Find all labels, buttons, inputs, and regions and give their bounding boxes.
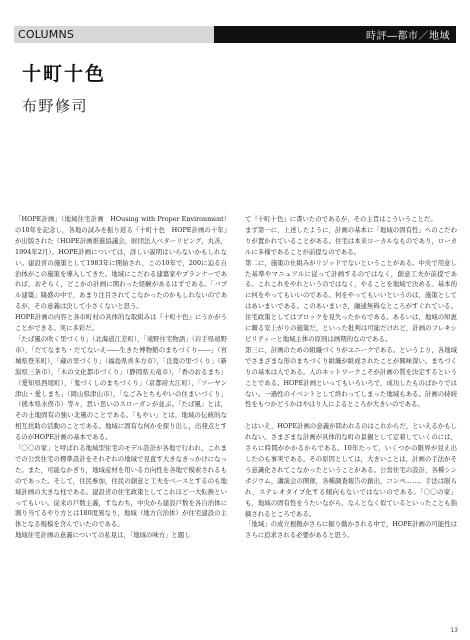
body-paragraph: 「HOPE計画」（地域住宅計画 HOusing with Proper Environment）の10年を記念し，各地の試みを振り返る『十町十色 HOPE計画の十年』が出版された（HOPE計画推進協議会，財団法人ベターリビング，丸善，1994年2月）。HOPE計画については，詳しい説明はいらないかもしれない。建設省の施策として1983年に開始され，この10年で，200に迫る自治体がこの施策を導入してきた。地域にこだわる建築家やプランナーであれば，おそらく，どこかの計画に関わった経験があるはずである。「バブル建築」隆盛の中で，あまり注目されてこなかったのかもしれないのであるが，その意義は決して小さくないと思う。 [15, 215, 227, 311]
body-column-right [245, 214, 457, 541]
page-number: 13 [450, 627, 458, 634]
body-paragraph: 地域住宅計画の意義についての私見は，「地域の味方」と題し [15, 531, 191, 540]
body-paragraph: 「〇〇の家」と呼ばれる地域型住宅のモデル設計が各地で行われ，これまでの公営住宅の標準設計をそれぞれの地域で見直す大きなきっかけになった。また，可能なかぎり，地域産材を用いる方向性を各地で模索されるものであった。そして，住民参加，住民の創意と工夫をベースとするのも地域計画の大きな柱である。建設省の住宅政策としてこれほど一大転換といってもいい。従来の戸数主義，すなわち，中央から建設戸数を各自治体に割り当てるやり方とは180度異なり，地域（地方自治体）が住宅建設の主体となる規模を含んでいたのである。 [15, 444, 227, 529]
article-author: 布野修司 [22, 97, 89, 115]
body-paragraph: 第三に，計画のための組織づくりがユニークである。というより，各地域でさまざまな形のまちづくり組織が組成されたことが興味深い。まちづくりの基本は人である。人のネットワークこそが計画の質を決定するということである。HOPE計画といってもいろいろで，成功したものばかりではない。一過性のイベントとして終わってしまった地域もある。計画の持続性をもつかどうかはやはり人によるところが大きいのである。 [245, 345, 457, 409]
article-title: 十町十色 [22, 63, 107, 85]
section-label: COLUMNS [18, 28, 75, 41]
body-paragraph: 「地域」の成立根拠がさらに掘り動かされる中で，HOPE計画の可能性はさらに追求される必要があると思う。 [245, 520, 457, 540]
body-paragraph: 「たば風の吹く里づくり」（北海道江差町），「遠野住宅物語」（岩手県遠野市），「だてなまち・だてないえ――生きた博物館のまちづくり――」（宮城県登米町），「蔵の里づくり」（福島県喜多方市），「良寛の里づくり」（新潟県三条市），「木の文化都市づくり」（静岡県天竜市），「香のおるまち」（愛知県西尾町），「鬼づくしのまちづくり」（京都府大江町），「ソーヤン津山・愛しまち」（岡山県津山市），「なごみとちもやいの住まいづくり」（熊本県水俣市）等々，思い思いのスローガンが並ぶ。「たば風」とは，その土地固有の強い北風のことである。「もやい」とは，地域の伝統的な相互扶助の活動のことである。地域に固有な何かを探り出し，出発点とするのがHOPE計画の基本である。 [15, 334, 227, 442]
body-paragraph: まず第一に，上述したように，計画の基本に「地域の固有性」へのこだわりが置かれていることがある。住宅は本来ローカルなものであり，ローカルに多様であることが前提なのである。 [245, 225, 457, 256]
body-column-left [15, 214, 227, 541]
category-label: 時評―都市／地域 [366, 31, 450, 42]
body-paragraph: 第二に，施策の仕組みがリジッドでないということがある。中央で用意した基準やマニュアルに従って計画するのではなく，創意工夫が前提である。これこれをやれというのではなく，やることを地域で決める。基本的に何をやってもいいのである。何をやってもいいというのは，施策としてはあいまいである。このあいまいさ，融通無碍なところがすぐれている。住宅政策としてはブロックを見失ったからである。あるいは，地域の知恵に頼る安上がりの施策だ，といった批判は可能だけれど，計画のフレキシビリティーと地域主体の原則は画期的なのである。 [245, 258, 457, 343]
body-paragraph: HOPE計画の内容と各市町村の具体的な取組みは『十町十色』にうかがうことができる。実に多彩だ。 [15, 313, 227, 333]
category-label-box [214, 26, 456, 43]
page-header [14, 26, 456, 43]
body-paragraph: て『十町十色』に書いたのであるが，その主旨はこういうことだ。 [245, 215, 437, 223]
section-label-box [14, 26, 214, 43]
body-paragraph: とはいえ，HOPE計画の意義が問われるのはこれからだ，といえるかもしれない。さまざまな計画が具体的な町の景観として定着していくのには，さらに時間がかかるからである。10年たって，いくつかの限界が見え出したのも事実である。その原因としては，大きいことは，計画の手法がそう意識化されてこなかったということがある。公営住宅の設計，各種シンポジウム，講演会の開催，各種調査報告の創出，コンペ……。手法は限られ，ステレオタイプ化する傾向もないではないのである。「〇〇の家」も，地域の固有性をうたいながら，なんとなく似ているといったことも指摘されるところである。 [245, 422, 457, 518]
